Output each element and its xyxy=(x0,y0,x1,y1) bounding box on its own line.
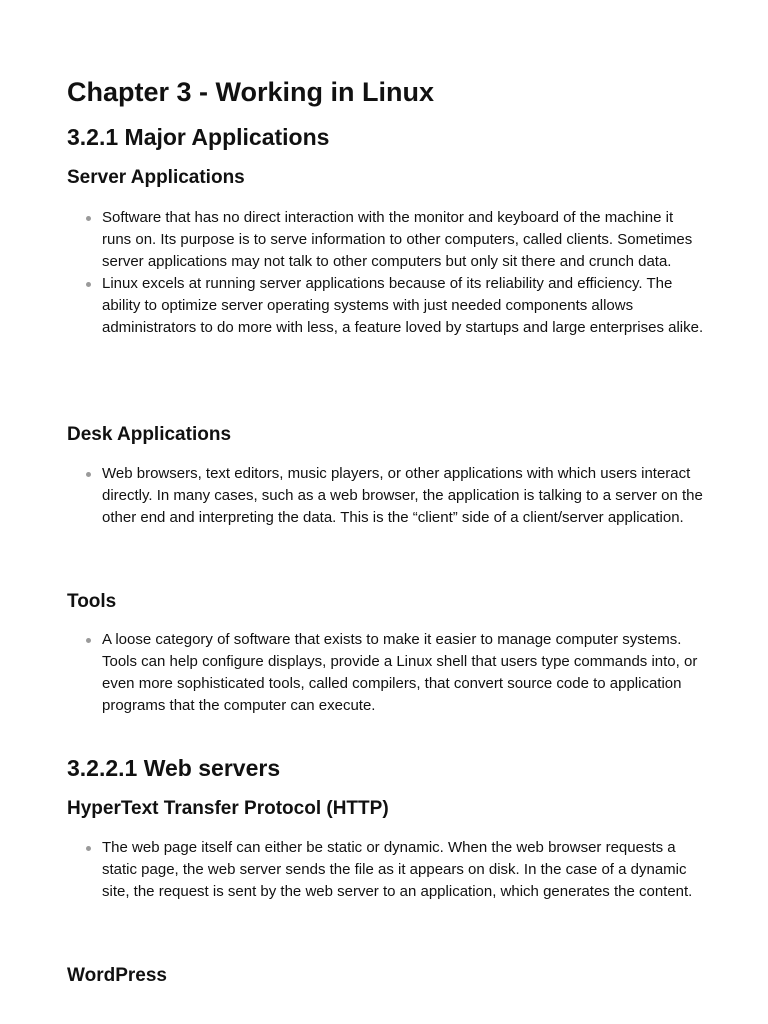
list-item-text: Software that has no direct interaction with the monitor and keyboard of the machine it runs on. Its purpose is to serve information to other computers, called clients. Sometimes server applications may not talk to other computers but only sit there and crunch data. xyxy=(102,209,693,270)
subsection-title-desk-applications: Desk Applications xyxy=(67,424,232,445)
bullet-icon xyxy=(86,216,91,221)
list-item xyxy=(67,273,706,339)
list-item xyxy=(67,629,706,717)
subsection-title-tools: Tools xyxy=(67,591,117,612)
list-item xyxy=(67,207,706,273)
server-applications-list xyxy=(67,207,707,339)
tools-list xyxy=(67,629,707,717)
list-item-text: The web page itself can either be static or dynamic. When the web browser requests a static page, the web server sends the file as it appears on disk. In the case of a dynamic site, the request is sent by the web server to an application, which generates the content. xyxy=(102,839,693,900)
subsection-title-wordpress: WordPress xyxy=(67,965,167,986)
bullet-icon xyxy=(86,638,91,643)
bullet-icon xyxy=(86,472,91,477)
subsection-title-http: HyperText Transfer Protocol (HTTP) xyxy=(67,798,389,819)
section-title-major-applications: 3.2.1 Major Applications xyxy=(67,124,330,150)
chapter-title: Chapter 3 - Working in Linux xyxy=(67,77,435,107)
bullet-icon xyxy=(86,282,91,287)
desk-applications-list xyxy=(67,463,707,529)
subsection-title-server-applications: Server Applications xyxy=(67,167,245,188)
http-list xyxy=(67,837,707,903)
section-title-web-servers: 3.2.2.1 Web servers xyxy=(67,755,281,781)
list-item xyxy=(67,837,706,903)
list-item-text: Linux excels at running server applications because of its reliability and efficiency. The ability to optimize server operating systems with just needed components allows administrators to do more with less, a feature loved by startups and large enterprises alike. xyxy=(102,275,704,336)
list-item-text: Web browsers, text editors, music players, or other applications with which users interact directly. In many cases, such as a web browser, the application is talking to a server on the other end and interpreting the data. This is the “client” side of a client/server application. xyxy=(102,465,703,526)
bullet-icon xyxy=(86,846,91,851)
list-item xyxy=(67,463,706,529)
list-item-text: A loose category of software that exists to make it easier to manage computer systems. Tools can help configure displays, provide a Linux shell that users type commands into, or even more sophisticated tools, called compilers, that convert source code to application programs that the computer can execute. xyxy=(102,631,698,714)
